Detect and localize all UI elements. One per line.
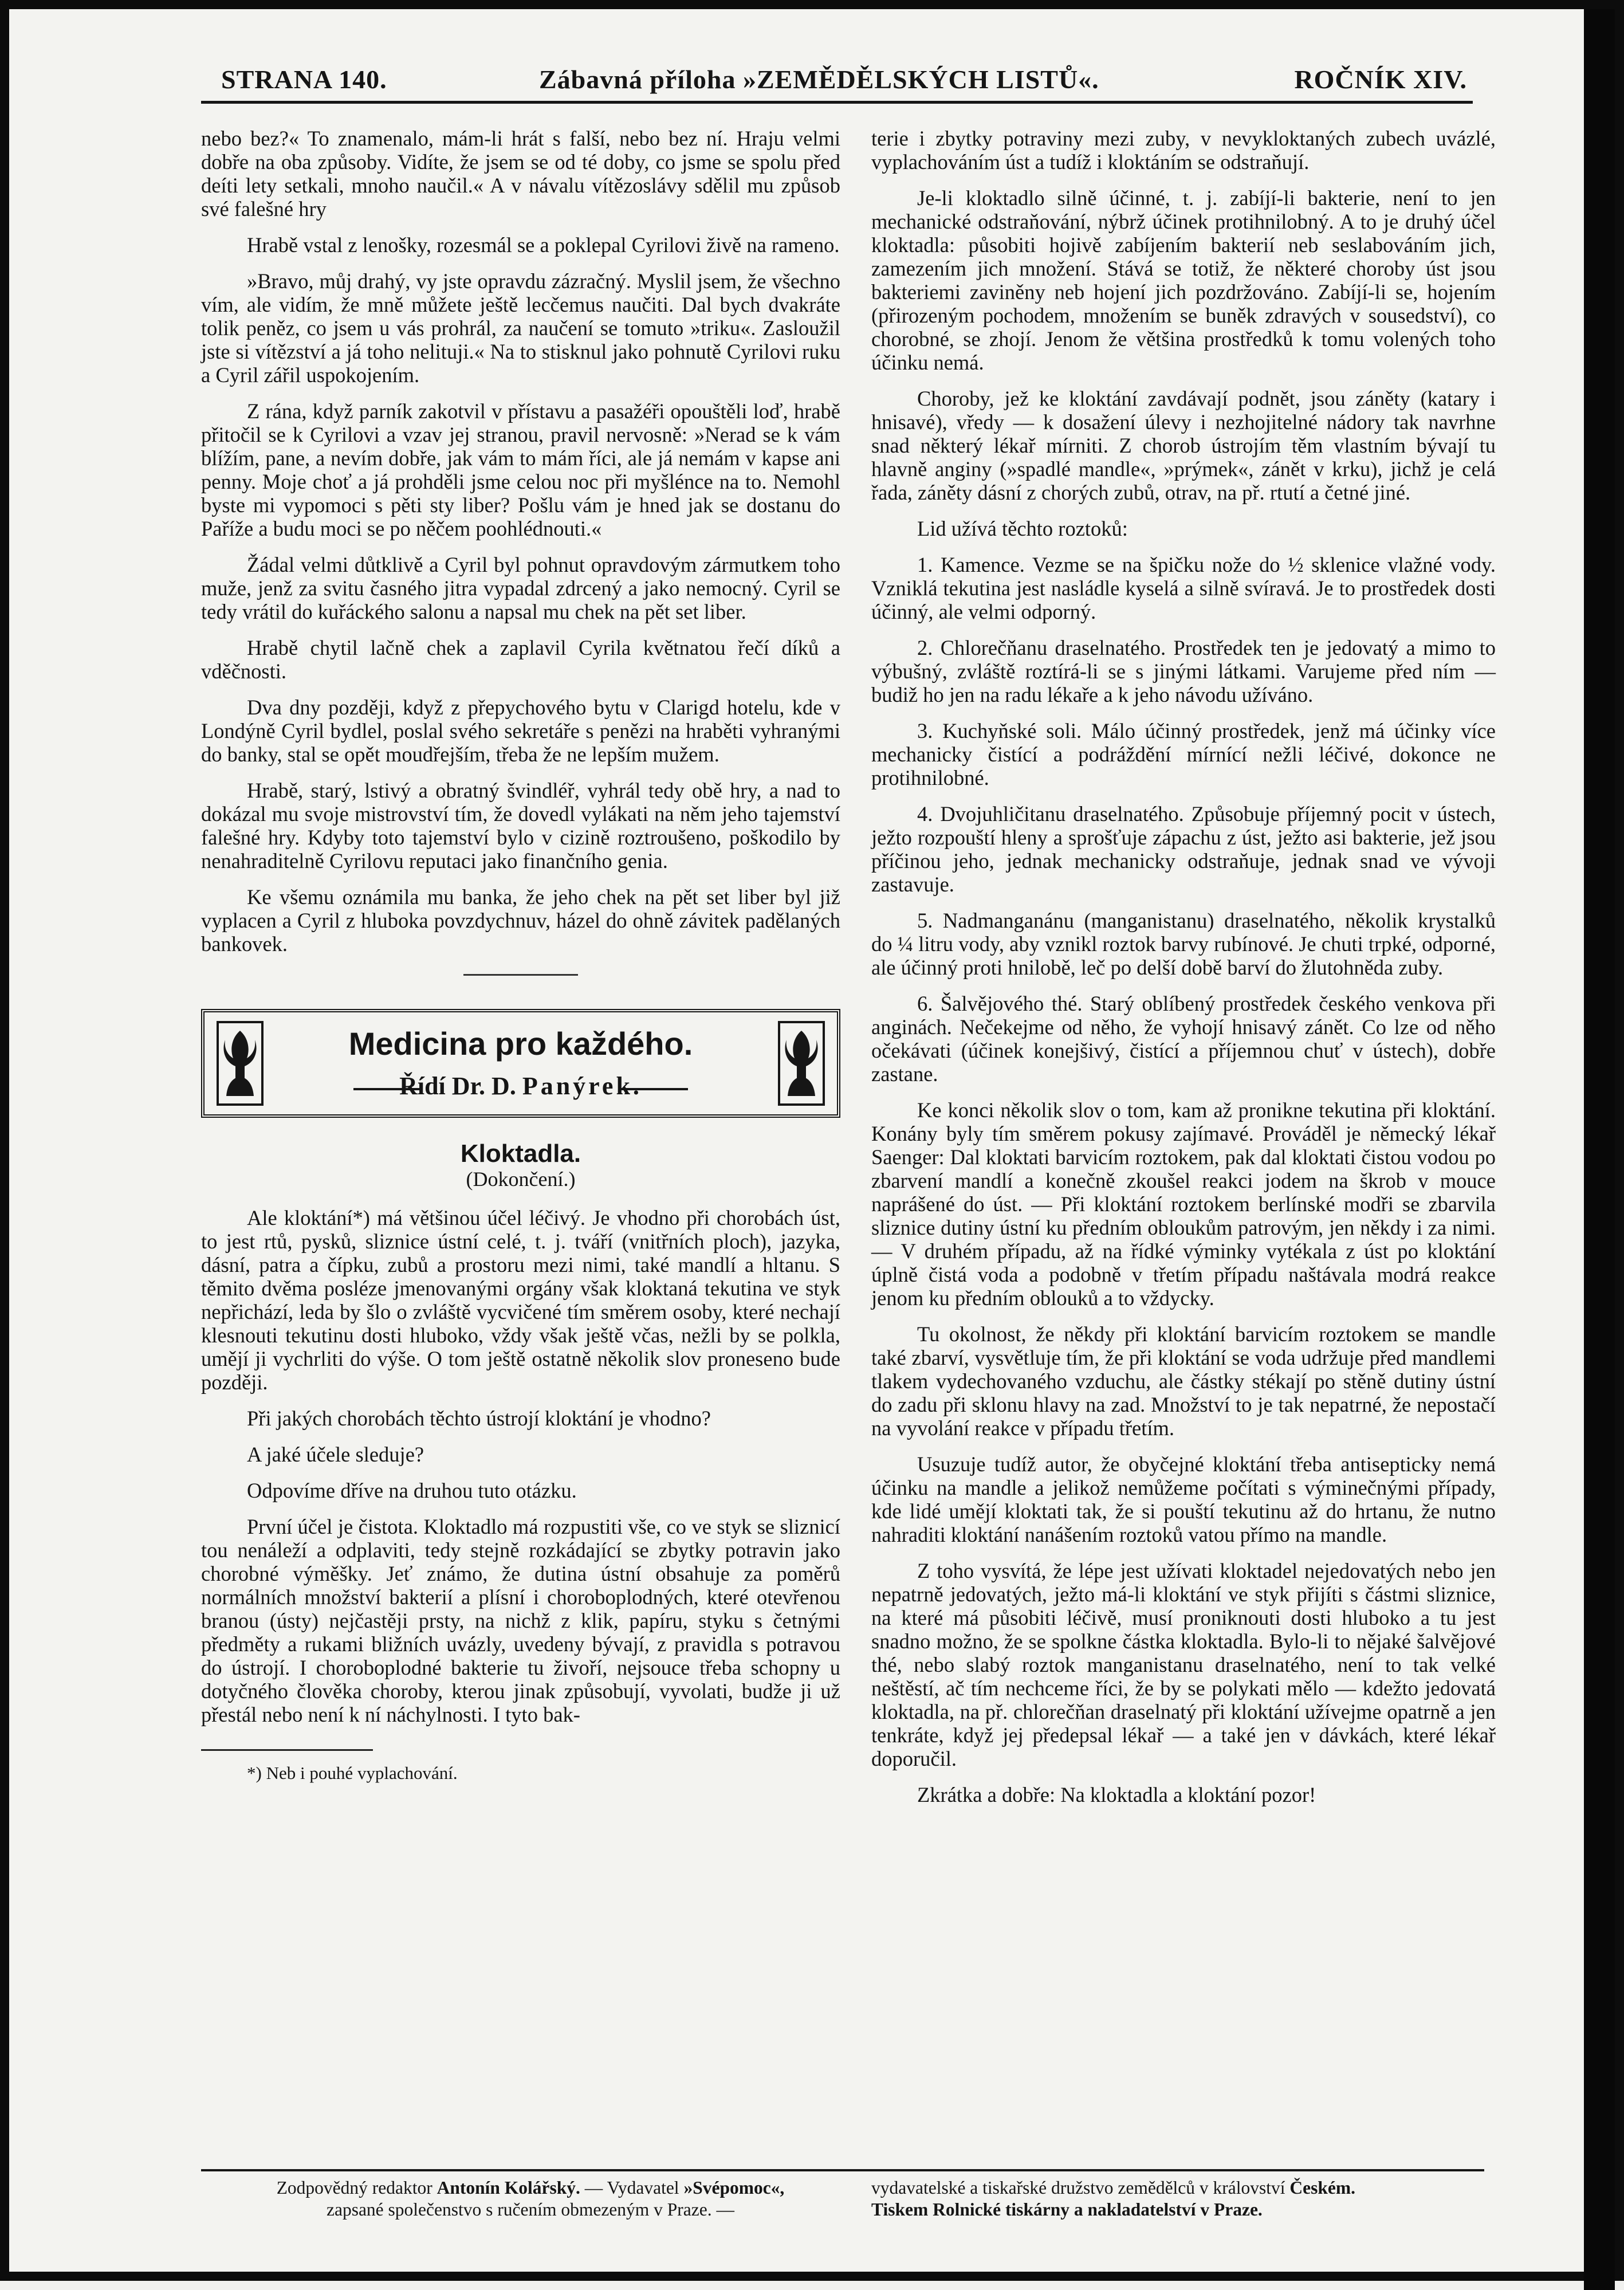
remedy-item: 1. Kamence. Vezme se na špičku nože do ½ sklenice vlažné vody. Vzniklá tekutina jest nasládle kyselá a silně svíravá. Je to prostředek dosti účinný, ale velmi odporný. [871,553,1496,623]
story-paragraph: Ke všemu oznámila mu banka, že jeho chek na pět set liber byl již vyplacen a Cyril z hluboka povzdychnuv, házel do ohně závitek padělaných bankovek. [201,885,840,956]
editor-name: Panýrek. [522,1072,642,1100]
story-paragraph: Hrabě, starý, lstivý a obratný švindléř, vyhrál tedy obě hry, a nad to dokázal mu svoje mistrovství tím, že dovedl vylákati na něm jeho tajemství falešné hry. Kdyby toto tajemství bylo v cizině roztroušeno, poškodilo by nenahraditelně Cyrilovu reputaci jako finančního genia. [201,779,840,873]
article-paragraph: Odpovíme dříve na druhou tuto otázku. [247,1479,577,1502]
imprint-text: Zodpovědný redaktor [276,2178,432,2198]
imprint-country: Českém. [1289,2178,1356,2198]
imprint-text: vydavatelské a tiskařské družstvo zemědělců v království [871,2178,1285,2198]
imprint-line [871,2177,1490,2199]
article-paragraph: terie i zbytky potraviny mezi zuby, v nevykloktaných zubech uvázlé, vyplachováním úst a tudíž i kloktáním se odstraňují. [871,127,1496,174]
imprint-left [201,2177,860,2221]
article-paragraph: Choroby, jež ke kloktání zavdávají podnět, jsou záněty (katary i hnisavé), vředy — k dosažení úlevy i nezhojitelné nádory tak navrhne snad některý lékař mírniti. Z chorob ústrojím těm vlastním bývají tu hlavně anginy (»spadlé mandle«, »prýmek«, zánět v krku), jichž je celá řada, záněty dásní z chorých zubů, otrav, na př. rtutí a četné jiné. [871,387,1496,504]
imprint-line [201,2177,860,2199]
article-paragraph: Ke konci několik slov o tom, kam až pronikne tekutina při kloktání. Konány byly tím směrem pokusy zajímavé. Prováděl je německý lékař Saenger: Dal kloktati barvicím roztokem, pak dal kloktati čistou vodou po zbarvení mandlí a konečně zkoušel reakci jodem na škrob v mouce naprášené do úst. — Při kloktání roztokem berlínské modři se zbarvila sliznice dutiny ústní ku předním obloukům patrovým, jen někdy i za nimi. — V druhém případu, až na řídké výminky vytékala z úst po kloktání úplně čistá voda a podobně v třetím případu naštávala modrá reakce jenom ku předním oblouků a to vždycky. [871,1098,1496,1310]
section-editor [205,1074,837,1098]
article-paragraph: Usuzuje tudíž autor, že obyčejné kloktání třeba antisepticky nemá účinku na mandle a jelikož nemůžeme počítati s výminečnými případy, kde lidé umějí kloktati tak, že si pouští tekutinu až do hrtanu, že nutno nahraditi kloktání nanášením roztoků vatou přímo na mandle. [871,1452,1496,1546]
remedy-item: 2. Chlorečňanu draselnatého. Prostředek ten je jedovatý a mimo to výbušný, zvláště roztírá-li se s jinými látkami. Varujeme před ním — budiž ho jen na radu lékaře a k jeho návodu užíváno. [871,636,1496,706]
story-paragraph: Z rána, když parník zakotvil v přístavu a pasažéři opouštěli loď, hrabě přitočil se k Cyrilovi a vzav jej stranou, pravil nervosně: »Nerad se k vám blížím, pane, a nevím dobře, jak vám to mám říci, ale já nemám v kapse ani penny. Moje choť a já prohděli jsme celou noc při myšlénce na to. Nemohl byste mi vypomoci s pěti sty liber? Pošlu vám je hned jak se dostanu do Paříže a budu moci se po něčem poohlédnouti.« [201,399,840,540]
article-paragraph: A jaké účele sleduje? [247,1443,424,1466]
article-paragraph: Ale kloktání*) má většinou účel léčivý. Je vhodno při chorobách úst, to jest rtů, pysků, sliznice ústní celé, t. j. tváří (vnitřních ploch), jazyka, dásní, patra a čípku, zubů a prostoru mezi nimi, také mandlí a hltanu. S těmito dvěma posléze jmenovanými orgány však kloktaná tekutina ve styk nepřichází, leda by šlo o zvláště vycvičené tím směrem osoby, které nechají klesnouti tekutinu dosti hluboko, vždy však ještě včas, nežli by se polkla, umějí ji vychrliti do výše. O tom ještě ostatně několik slov proneseno bude později. [201,1206,840,1394]
imprint-line: zapsané společenstvo s ručením obmezeným v Praze. — [326,2199,734,2220]
article-paragraph: Je-li kloktadlo silně účinné, t. j. zabíjí-li bakterie, není to jen mechanické odstraňování, nýbrž účinek protihnilobný. A to je druhý účel kloktadla: působiti hojivě zabíjením bakterií neb seslabováním jich, zamezením jich množení. Stává se totiž, že některé choroby úst jsou bakteriemi zaviněny neb hojení jich pozdržováno. Zabíjí-li se, hojením (přirozeným pochodem, množením se buněk zdravých v sousedství), co chorobné, se zhojí. Jenom že většina prostředků k tomu volených toho účinku nemá. [871,186,1496,374]
editor-credit: Antonín Kolářský. [437,2178,580,2198]
article-paragraph: Z toho vysvítá, že lépe jest užívati kloktadel nejedovatých nebo jen nepatrně jedovatých, ježto má-li kloktání ve styk přijíti s částmi sliznice, na které má působiti léčivě, musí proniknouti dosti hluboko a tu jest snadno možno, že se spolkne částka kloktadla. Bylo-li to nějaké šalvějové thé, nebo slabý roztok manganistanu draselnatého, není to tak velké neštěstí, ač tím nechceme říci, že by se polykati mělo — kdežto jedovatá kloktadla, na př. chlorečňan draselnatý při kloktání užívejme opatrně a jen tenkráte, když jej předepsal lékař — a také jen v dávkách, které lékař doporučil. [871,1559,1496,1770]
story-paragraph: Dva dny později, když z přepychového bytu v Clarigd hotelu, kde v Londýně Cyril bydlel, poslal svého sekretáře s penězi na hraběti vyhranými do banky, stal se opět moudřejším, třeba že ne lepším mužem. [201,696,840,766]
story-paragraph: »Bravo, můj drahý, vy jste opravdu zázračný. Myslil jsem, že všechno vím, ale vidím, že mně můžete ještě lecčemus naučiti. Dal bych dvakráte tolik peněz, co jsem u vás prohrál, za naučení se tomuto »triku«. Zasloužil jste si vítězství a já toho nelituji.« Na to stisknul jako pohnutě Cyrilovi ruku a Cyril zářil uspokojením. [201,269,840,387]
story-paragraph: nebo bez?« To znamenalo, mám-li hrát s falší, nebo bez ní. Hraju velmi dobře na oba způsoby. Vidíte, že jsem se od té doby, co jsme se spolu před deíti lety setkali, mnoho naučil.« A v návalu vítězoslávy sdělil mu způsob své falešné hry [201,127,840,221]
remedy-item: 6. Šalvějového thé. Starý oblíbený prostředek českého venkova při anginách. Nečekejme od něho, že vyhojí hnisavý zánět. Co lze od něho očekávati (účinek konejšivý, čistící a příjemnou chuť v ústech), dobře zastane. [871,992,1496,1086]
page-header [201,61,1473,101]
imprint-text: — Vydavatel [584,2178,679,2198]
remedy-item: 3. Kuchyňské soli. Málo účinný prostředek, jenž má účinky více mechanicky čistící a podráždění mírnící nežli léčivé, dokonce ne protihnilobné. [871,719,1496,789]
article-paragraph: Tu okolnost, že někdy při kloktání barvicím roztokem se mandle také zbarví, vysvětluje tím, že při kloktání se voda udržuje před mandlemi tlakem vydechovaného vzduchu, ale částky stékají po stěně dutiny ústní do zadu při sklonu hlavy na zad. Množství to je tak nepatrné, že nepostačí na vyvolání reakce v případu třetím. [871,1322,1496,1440]
imprint-printer: Tiskem Rolnické tiskárny a nakladatelství v Praze. [871,2199,1263,2220]
story-paragraph: Žádal velmi důtklivě a Cyril byl pohnut opravdovým zármutkem toho muže, jenž za svitu časného jitra vypadal zdrcený a jako nemocný. Cyril se tedy vrátil do kuřáckého salonu a napsal mu chek na pět set liber. [201,553,840,623]
article-conclusion: Zkrátka a dobře: Na kloktadla a kloktání pozor! [917,1783,1316,1806]
article-paragraph: První účel je čistota. Kloktadlo má rozpustiti vše, co ve styk se sliznicí tou nenáleží a odplaviti, tedy stejně rozkádající se zbytky potravin jako chorobné výměšky. Jeť známo, že dutina ústní obsahuje za poměrů normálních množství bakterií a plísní i choroboplodných, které otevřenou branou (ústy) nejčastěji prsty, na nichž z klik, papíru, styku s četnými předměty a rukami bližních uvázly, uvedeny bývají, z pravidla s potravou do ústrojí. I choroboplodné bakterie tu živoří, nejsouce třeba schopny u dotyčného člověka choroby, kterou jinak způsobují, vyvolati, budže ji už přestál nebo není k ní náchylnosti. I tyto bak- [201,1515,840,1726]
header-rule [201,101,1473,104]
section-title: Medicina pro každého. [348,1026,693,1062]
section-banner [201,1009,840,1118]
right-column [871,127,1496,1819]
publication-title: Zábavná příloha »ZEMĚDĚLSKÝCH LISTŮ«. [539,65,1099,94]
story-paragraph: Hrabě chytil lačně chek a zaplavil Cyrila květnatou řečí díků a vděčnosti. [201,636,840,683]
story-end-separator [463,974,578,976]
footer-rule [201,2169,1484,2171]
volume-number: ROČNÍK XIV. [1294,65,1467,94]
footnote-rule [201,1749,373,1751]
remedy-item: 5. Nadmanganánu (manganistanu) draselnatého, několik krystalků do ¼ litru vody, aby vznikl roztok barvy rubínové. Je chuti trpké, odporné, ale účinný proti hnilobě, leč po delší době barví do žlutohněda zuby. [871,909,1496,979]
article-title: Kloktadla. [460,1140,581,1168]
footnote: *) Neb i pouhé vyplachování. [247,1763,458,1783]
remedy-item: 4. Dvojuhličitanu draselnatého. Způsobuje příjemný pocit v ústech, ježto rozpouští hleny a sprošťuje zápachu z úst, ježto asi bakterie, jež jsou příčinou jeho, jednak mechanicky odstraňuje, jednak snad ve vývoji zastavuje. [871,802,1496,896]
imprint-right [871,2177,1490,2221]
article-paragraph: Lid užívá těchto roztoků: [917,517,1128,540]
story-paragraph: Hrabě vstal z lenošky, rozesmál se a poklepal Cyrilovi živě na rameno. [247,233,840,257]
publisher-credit: »Svépomoc«, [683,2178,785,2198]
editor-prefix: Řídí Dr. D. [399,1072,516,1100]
page-number: STRANA 140. [221,65,387,94]
article-subtitle: (Dokončení.) [466,1168,576,1191]
left-column [201,127,840,1797]
article-paragraph: Při jakých chorobách těchto ústrojí kloktání je vhodno? [247,1407,711,1430]
scan-edge-bar [1584,9,1615,2290]
